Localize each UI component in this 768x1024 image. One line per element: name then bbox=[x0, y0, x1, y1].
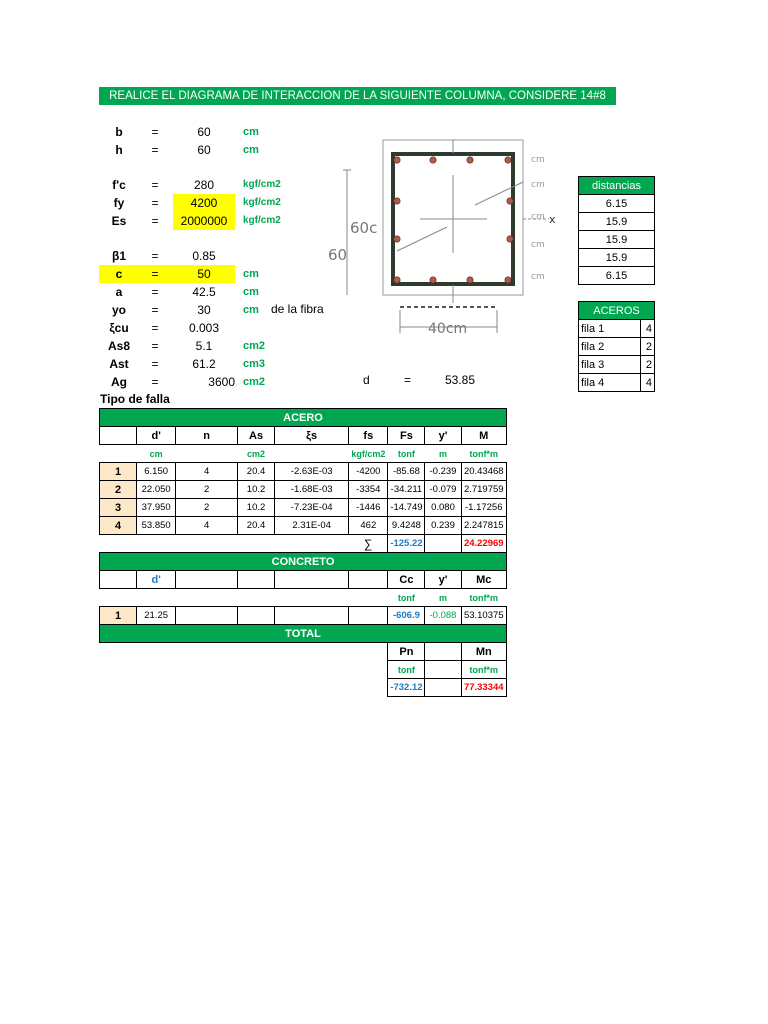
table-cell: -85.68 bbox=[388, 463, 425, 481]
acero-unit: cm bbox=[149, 448, 163, 459]
table-cell: -4200 bbox=[349, 463, 388, 481]
param-unit: cm bbox=[243, 304, 259, 316]
param-value: 5.1 bbox=[195, 339, 213, 353]
leader-line bbox=[475, 182, 523, 205]
row-index: 2 bbox=[100, 481, 137, 499]
d-value: 53.85 bbox=[445, 373, 476, 387]
concreto-unit bbox=[349, 589, 388, 607]
table-cell: 4 bbox=[176, 517, 238, 535]
rebar-bar bbox=[507, 198, 513, 204]
concreto-units-row bbox=[100, 589, 507, 607]
acero-unit: tonf*m bbox=[469, 448, 498, 459]
distancia-value: 6.15 bbox=[579, 195, 655, 213]
param-value: 280 bbox=[193, 178, 215, 192]
pn-header: Pn bbox=[388, 643, 425, 661]
d-label: d bbox=[363, 373, 370, 387]
total-blank-unit bbox=[425, 661, 461, 679]
param-unit: cm2 bbox=[243, 340, 266, 352]
table-cell: 462 bbox=[349, 517, 388, 535]
table-cell: 2 bbox=[176, 499, 238, 517]
acero-units-row bbox=[100, 445, 507, 463]
concreto-section-header: CONCRETO bbox=[100, 553, 507, 571]
mn-unit: tonf*m bbox=[461, 661, 506, 679]
concreto-col-header bbox=[238, 571, 275, 589]
page-title: REALICE EL DIAGRAMA DE INTERACCION DE LA SIGUIENTE COLUMNA, CONSIDERE 14#8 bbox=[99, 87, 616, 105]
rebar-bar bbox=[467, 157, 473, 163]
rebar-bar bbox=[505, 277, 511, 283]
acero-header-row bbox=[100, 427, 507, 445]
table-cell: 9.4248 bbox=[388, 517, 425, 535]
table-cell: -606.9 bbox=[388, 607, 425, 625]
table-cell bbox=[176, 607, 238, 625]
rebar-bar bbox=[467, 277, 473, 283]
param-equals: = bbox=[151, 196, 159, 210]
param-equals: = bbox=[151, 285, 159, 299]
table-cell: 2.247815 bbox=[461, 517, 506, 535]
calculation-table bbox=[99, 408, 507, 697]
table-cell: 20.4 bbox=[238, 463, 275, 481]
sum-symbol: ∑ bbox=[363, 536, 373, 551]
table-cell: 2 bbox=[176, 481, 238, 499]
table-cell: 6.150 bbox=[137, 463, 176, 481]
acero-unit bbox=[275, 445, 349, 463]
distancias-table bbox=[578, 176, 655, 285]
acero-col-header: y' bbox=[425, 427, 461, 445]
cm-tag: cm bbox=[531, 272, 545, 282]
param-symbol: Ag bbox=[111, 375, 127, 389]
table-cell: -1446 bbox=[349, 499, 388, 517]
param-unit: cm2 bbox=[243, 376, 266, 388]
table-cell bbox=[349, 607, 388, 625]
param-symbol: yo bbox=[111, 303, 126, 317]
concreto-col-header bbox=[349, 571, 388, 589]
concreto-col-header: Mc bbox=[461, 571, 506, 589]
distancias-header: distancias bbox=[579, 177, 655, 195]
rebar-bar bbox=[394, 236, 400, 242]
param-unit: cm bbox=[243, 286, 259, 298]
param-unit: kgf/cm2 bbox=[243, 215, 281, 226]
cm-tag: cm bbox=[531, 155, 545, 165]
cm-tag: cm bbox=[531, 212, 545, 222]
param-value: 42.5 bbox=[192, 285, 216, 299]
fila-value: 2 bbox=[641, 338, 655, 356]
concreto-unit bbox=[137, 589, 176, 607]
table-cell: -0.088 bbox=[425, 607, 461, 625]
param-value: 2000000 bbox=[173, 212, 235, 230]
table-cell: -2.63E-03 bbox=[275, 463, 349, 481]
table-cell: -1.68E-03 bbox=[275, 481, 349, 499]
param-unit: cm bbox=[243, 268, 259, 280]
param-row bbox=[0, 319, 310, 337]
concreto-unit: tonf bbox=[397, 592, 415, 603]
concreto-col-header bbox=[176, 571, 238, 589]
table-cell: 37.950 bbox=[137, 499, 176, 517]
column-section-drawing bbox=[325, 135, 565, 335]
x-mark: x bbox=[549, 213, 556, 226]
fila-label: fila 3 bbox=[579, 356, 641, 374]
label-60c: 60c bbox=[350, 219, 378, 237]
param-equals: = bbox=[151, 357, 159, 371]
acero-col-header: M bbox=[461, 427, 506, 445]
param-unit: kgf/cm2 bbox=[243, 197, 281, 208]
acero-unit bbox=[100, 445, 137, 463]
rebar-bar bbox=[430, 157, 436, 163]
param-row bbox=[0, 283, 310, 301]
param-symbol: As8 bbox=[107, 339, 130, 353]
param-symbol: ξcu bbox=[109, 321, 129, 335]
acero-unit: kgf/cm2 bbox=[351, 448, 386, 459]
table-cell: 2.719759 bbox=[461, 481, 506, 499]
sum-fs: -125.22 bbox=[388, 535, 425, 553]
param-row bbox=[0, 373, 310, 391]
table-row bbox=[100, 517, 507, 535]
fila-value: 2 bbox=[641, 356, 655, 374]
table-cell: 0.239 bbox=[425, 517, 461, 535]
acero-col-header: Fs bbox=[388, 427, 425, 445]
table-row bbox=[100, 463, 507, 481]
param-row bbox=[0, 301, 310, 319]
yo-note: de la fibra bbox=[271, 302, 324, 316]
acero-section-header: ACERO bbox=[100, 409, 507, 427]
pn-value: -732.12 bbox=[388, 679, 425, 697]
param-value: 0.003 bbox=[188, 321, 220, 335]
cm-tag: cm bbox=[531, 180, 545, 190]
rebar-bar bbox=[507, 236, 513, 242]
table-cell: -7.23E-04 bbox=[275, 499, 349, 517]
table-cell: 0.080 bbox=[425, 499, 461, 517]
distancia-value: 15.9 bbox=[579, 249, 655, 267]
acero-col-header: n bbox=[176, 427, 238, 445]
param-row bbox=[0, 141, 310, 159]
param-equals: = bbox=[151, 125, 159, 139]
param-symbol: Ast bbox=[109, 357, 129, 371]
concreto-header-row bbox=[100, 571, 507, 589]
acero-col-header: ξs bbox=[275, 427, 349, 445]
table-cell: 53.850 bbox=[137, 517, 176, 535]
param-row bbox=[0, 123, 310, 141]
concreto-col-header bbox=[100, 571, 137, 589]
table-cell: 2.31E-04 bbox=[275, 517, 349, 535]
param-unit: cm3 bbox=[243, 358, 266, 370]
rebar-bar bbox=[430, 277, 436, 283]
rebar-bar bbox=[394, 198, 400, 204]
param-equals: = bbox=[151, 143, 159, 157]
param-row bbox=[0, 355, 310, 373]
row-index: 3 bbox=[100, 499, 137, 517]
distancia-value: 15.9 bbox=[579, 213, 655, 231]
param-symbol: f'c bbox=[112, 178, 126, 192]
falla-label: Tipo de falla bbox=[100, 392, 170, 406]
param-symbol: fy bbox=[113, 196, 125, 210]
concreto-unit: tonf*m bbox=[469, 592, 498, 603]
param-row bbox=[0, 176, 310, 194]
cm-tag: cm bbox=[531, 240, 545, 250]
sum-m: 24.22969 bbox=[461, 535, 506, 553]
concreto-unit: m bbox=[438, 592, 447, 603]
distancia-value: 6.15 bbox=[579, 267, 655, 285]
acero-unit: m bbox=[438, 448, 447, 459]
param-equals: = bbox=[151, 178, 159, 192]
param-symbol: b bbox=[115, 125, 123, 139]
param-value: 50 bbox=[197, 267, 211, 281]
table-cell bbox=[275, 607, 349, 625]
table-cell: -0.239 bbox=[425, 463, 461, 481]
rebar-bar bbox=[394, 157, 400, 163]
fila-label: fila 4 bbox=[579, 374, 641, 392]
acero-col-header: d' bbox=[137, 427, 176, 445]
table-cell: -14.749 bbox=[388, 499, 425, 517]
table-cell: 4 bbox=[176, 463, 238, 481]
table-cell: 10.2 bbox=[238, 499, 275, 517]
param-symbol: h bbox=[115, 143, 123, 157]
row-index: 4 bbox=[100, 517, 137, 535]
fila-label: fila 1 bbox=[579, 320, 641, 338]
acero-unit: tonf bbox=[397, 448, 415, 459]
table-cell: -1.17256 bbox=[461, 499, 506, 517]
concreto-data-row bbox=[100, 607, 507, 625]
mn-header: Mn bbox=[461, 643, 506, 661]
concreto-unit bbox=[176, 589, 238, 607]
table-cell: 22.050 bbox=[137, 481, 176, 499]
table-cell: 10.2 bbox=[238, 481, 275, 499]
param-value: 4200 bbox=[173, 194, 235, 212]
concreto-col-header: y' bbox=[425, 571, 461, 589]
table-cell: 21.25 bbox=[137, 607, 176, 625]
table-cell: -0.079 bbox=[425, 481, 461, 499]
concreto-col-header bbox=[275, 571, 349, 589]
param-row bbox=[0, 212, 310, 230]
param-symbol: Es bbox=[111, 214, 127, 228]
label-40cm: 40cm bbox=[428, 321, 468, 335]
fila-label: fila 2 bbox=[579, 338, 641, 356]
row-index: 1 bbox=[100, 607, 137, 625]
param-value: 60 bbox=[197, 125, 211, 139]
mn-value: 77.33344 bbox=[461, 679, 506, 697]
param-value: 0.85 bbox=[192, 249, 216, 263]
rebar-bar bbox=[505, 157, 511, 163]
param-row bbox=[0, 265, 310, 283]
acero-unit bbox=[176, 445, 238, 463]
table-cell bbox=[238, 607, 275, 625]
param-equals: = bbox=[151, 267, 159, 281]
acero-col-header bbox=[100, 427, 137, 445]
param-equals: = bbox=[151, 321, 159, 335]
d-eq: = bbox=[404, 373, 412, 387]
fila-value: 4 bbox=[641, 374, 655, 392]
param-unit: kgf/cm2 bbox=[243, 179, 281, 190]
acero-col-header: As bbox=[238, 427, 275, 445]
param-value: 60 bbox=[197, 143, 211, 157]
param-unit: cm bbox=[243, 144, 259, 156]
table-cell: 20.4 bbox=[238, 517, 275, 535]
table-row bbox=[100, 499, 507, 517]
table-cell: 20.43468 bbox=[461, 463, 506, 481]
fila-value: 4 bbox=[641, 320, 655, 338]
table-row bbox=[100, 481, 507, 499]
total-blank-value bbox=[425, 679, 461, 697]
param-equals: = bbox=[151, 375, 159, 389]
leader-line bbox=[397, 227, 447, 251]
param-row bbox=[0, 337, 310, 355]
label-60: 60 bbox=[328, 246, 348, 264]
param-symbol: β1 bbox=[112, 249, 126, 263]
param-equals: = bbox=[151, 339, 159, 353]
table-cell: -34.211 bbox=[388, 481, 425, 499]
param-row bbox=[0, 194, 310, 212]
param-symbol: a bbox=[115, 285, 123, 299]
table-cell: 53.10375 bbox=[461, 607, 506, 625]
param-equals: = bbox=[151, 249, 159, 263]
concreto-unit bbox=[275, 589, 349, 607]
distancia-value: 15.9 bbox=[579, 231, 655, 249]
total-section-header: TOTAL bbox=[100, 625, 507, 643]
rebar-bar bbox=[394, 277, 400, 283]
acero-col-header: fs bbox=[349, 427, 388, 445]
pn-unit: tonf bbox=[388, 661, 425, 679]
param-equals: = bbox=[151, 214, 159, 228]
param-unit: cm bbox=[243, 126, 259, 138]
concreto-col-header: d' bbox=[137, 571, 176, 589]
param-value: 61.2 bbox=[192, 357, 216, 371]
param-value: 3600 bbox=[208, 375, 235, 389]
acero-unit: cm2 bbox=[247, 448, 266, 459]
concreto-unit bbox=[238, 589, 275, 607]
param-row bbox=[0, 247, 310, 265]
aceros-table bbox=[578, 301, 655, 392]
row-index: 1 bbox=[100, 463, 137, 481]
param-symbol: c bbox=[115, 267, 123, 281]
concreto-unit bbox=[100, 589, 137, 607]
aceros-header: ACEROS bbox=[579, 302, 655, 320]
total-blank-header bbox=[425, 643, 461, 661]
concreto-col-header: Cc bbox=[388, 571, 425, 589]
table-cell: -3354 bbox=[349, 481, 388, 499]
param-equals: = bbox=[151, 303, 159, 317]
param-value: 30 bbox=[197, 303, 211, 317]
